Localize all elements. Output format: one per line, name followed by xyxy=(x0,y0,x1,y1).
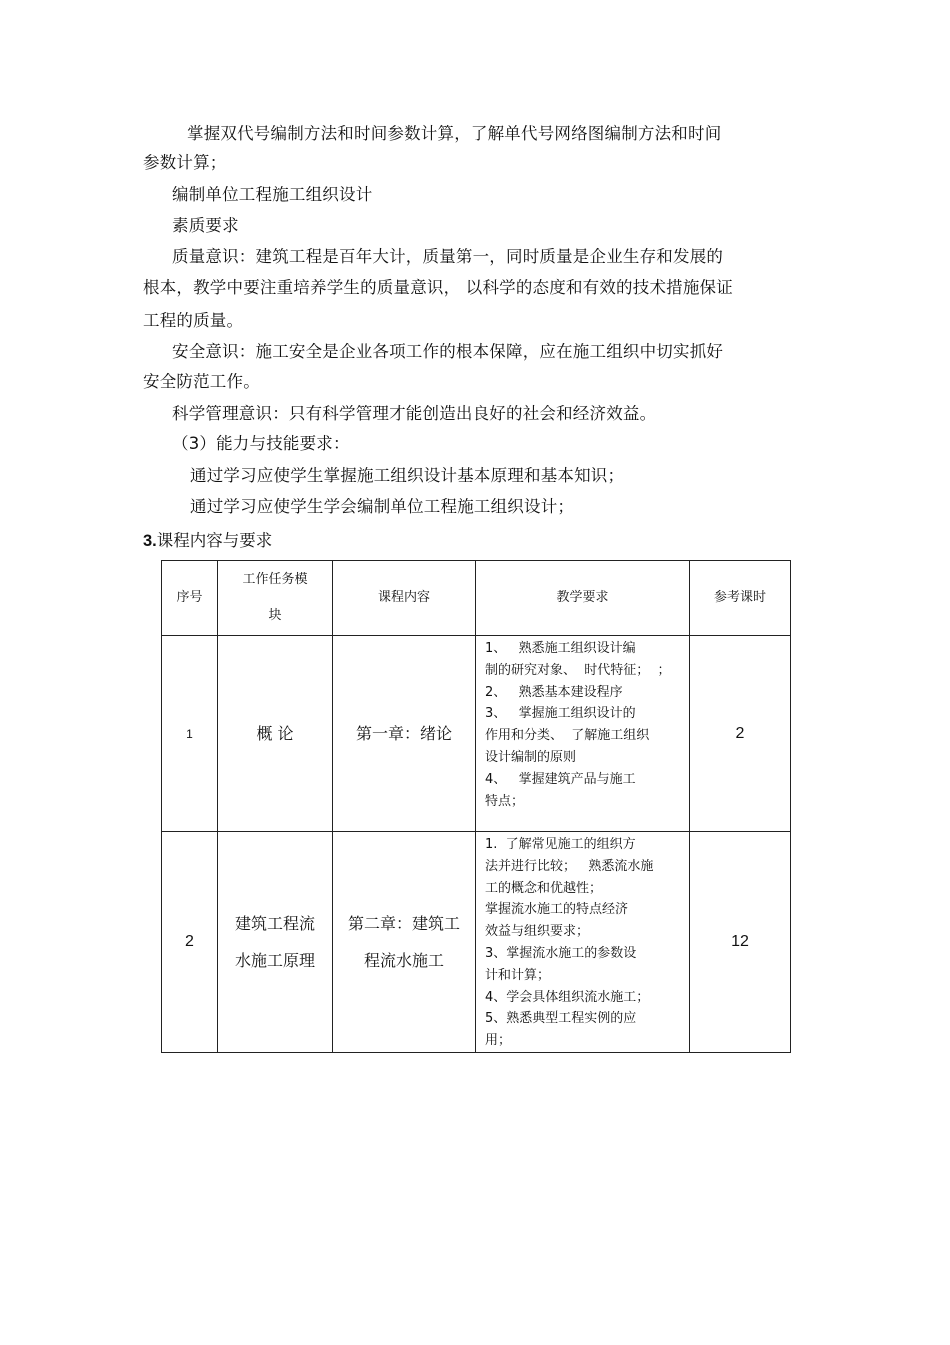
paragraph-line: 科学管理意识：只有科学管理才能创造出良好的社会和经济效益。 xyxy=(172,404,657,423)
paragraph-line: 根本，教学中要注重培养学生的质量意识， 以科学的态度和有效的技术措施保证 xyxy=(143,278,733,297)
row-content-line: 程流水施工 xyxy=(363,950,444,970)
row-content xyxy=(333,636,476,832)
course-table xyxy=(161,560,791,1053)
row-module-line: 概 论 xyxy=(256,724,294,743)
requirement-line: 掌握流水施工的特点经济 xyxy=(485,902,629,918)
requirement-line: 制的研究对象、 时代特征； ； xyxy=(485,662,671,678)
section-heading xyxy=(143,531,272,551)
requirement-line: 2、 熟悉基本建设程序 xyxy=(485,684,623,700)
requirement-line: 1、 熟悉施工组织设计编 xyxy=(485,641,636,656)
row-module-line: 水施工原理 xyxy=(234,950,315,970)
row-module xyxy=(218,636,333,832)
row-hours: 12 xyxy=(690,832,791,1053)
table-header-row xyxy=(162,561,791,636)
paragraph-line: 安全意识：施工安全是企业各项工作的根本保障，应在施工组织中切实抓好 xyxy=(172,342,724,361)
paragraph-line: 安全防范工作。 xyxy=(143,372,260,391)
table-row xyxy=(162,636,791,832)
paragraph-line: 素质要求 xyxy=(172,216,239,235)
row-content-line: 第一章：绪论 xyxy=(355,724,452,743)
paragraph-line: 工程的质量。 xyxy=(143,311,244,330)
requirement-line: 3、掌握流水施工的参数设 xyxy=(485,945,637,961)
header-index: 序号 xyxy=(162,561,218,636)
section-title-text: 课程内容与要求 xyxy=(156,531,273,550)
paragraph-line: （3）能力与技能要求： xyxy=(172,434,350,453)
requirement-line: 3、 掌握施工组织设计的 xyxy=(485,706,636,722)
row-content-line: 第二章：建筑工 xyxy=(347,913,460,933)
row-index: 2 xyxy=(162,832,218,1053)
requirement-line: 用； xyxy=(485,1033,512,1049)
section-number: 3. xyxy=(143,532,157,550)
header-module xyxy=(218,561,333,636)
table-row xyxy=(162,832,791,1053)
requirement-line: 1. 了解常见施工的组织方 xyxy=(485,837,636,852)
requirement-line: 法并进行比较； 熟悉流水施 xyxy=(485,858,654,874)
requirement-line: 工的概念和优越性； xyxy=(485,880,603,896)
row-requirements xyxy=(476,636,690,832)
row-module-line: 建筑工程流 xyxy=(234,913,315,933)
header-content: 课程内容 xyxy=(333,561,476,636)
paragraph-line: 通过学习应使学生学会编制单位工程施工组织设计； xyxy=(190,497,575,516)
requirement-line: 效益与组织要求； xyxy=(485,924,590,940)
paragraph-line: 掌握双代号编制方法和时间参数计算，了解单代号网络图编制方法和时间 xyxy=(187,124,722,143)
row-content xyxy=(333,832,476,1053)
requirement-line: 作用和分类、 了解施工组织 xyxy=(485,728,650,744)
requirement-line: 4、学会具体组织流水施工； xyxy=(485,989,650,1005)
row-hours: 2 xyxy=(690,636,791,832)
row-requirements xyxy=(476,832,690,1053)
paragraph-line: 参数计算； xyxy=(143,153,227,172)
paragraph-line: 质量意识：建筑工程是百年大计，质量第一，同时质量是企业生存和发展的 xyxy=(172,247,724,266)
header-module-line: 块 xyxy=(268,608,282,623)
header-module-line: 工作任务模 xyxy=(242,572,308,587)
requirement-line: 计和计算； xyxy=(485,967,551,983)
paragraph-line: 通过学习应使学生掌握施工组织设计基本原理和基本知识； xyxy=(190,466,625,485)
row-module xyxy=(218,832,333,1053)
header-requirements: 教学要求 xyxy=(476,561,690,636)
row-index: 1 xyxy=(162,636,218,832)
requirement-line: 5、熟悉典型工程实例的应 xyxy=(485,1011,637,1027)
paragraph-line: 编制单位工程施工组织设计 xyxy=(172,185,373,204)
requirement-line: 4、 掌握建筑产品与施工 xyxy=(485,771,636,787)
requirement-line: 特点； xyxy=(485,793,525,809)
header-hours: 参考课时 xyxy=(690,561,791,636)
requirement-line: 设计编制的原则 xyxy=(485,749,577,765)
